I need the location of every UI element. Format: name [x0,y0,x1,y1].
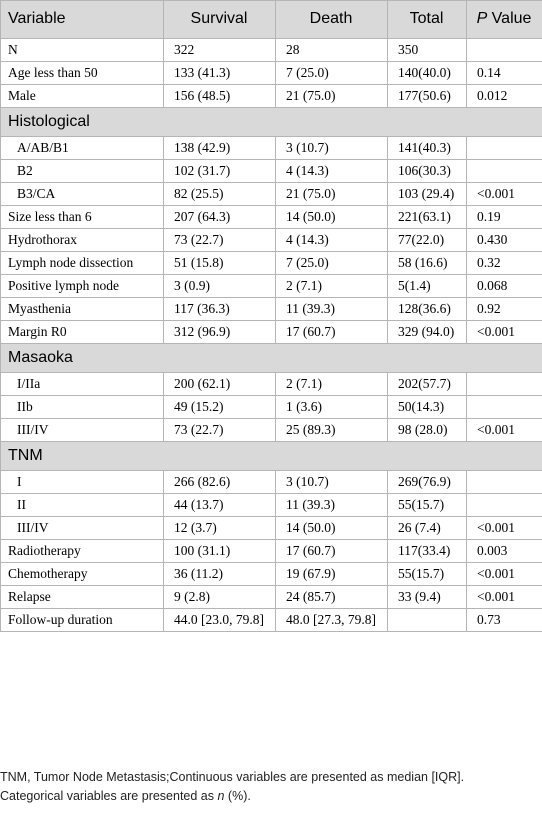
cell-variable: Positive lymph node [1,275,164,298]
section-title: Masaoka [1,344,542,373]
cell-variable: A/AB/B1 [1,137,164,160]
cell-death: 7 (25.0) [276,62,388,85]
cell-total: 50(14.3) [388,396,467,419]
table-row [1,39,542,62]
cell-death: 48.0 [27.3, 79.8] [276,609,388,632]
cell-total: 33 (9.4) [388,586,467,609]
cell-total: 98 (28.0) [388,419,467,442]
table-row [1,419,542,442]
cell-variable: III/IV [1,419,164,442]
cell-total: 140(40.0) [388,62,467,85]
cell-total [388,609,467,632]
cell-p-value [467,373,542,396]
cell-p-value: <0.001 [467,419,542,442]
cell-total: 5(1.4) [388,275,467,298]
footnote-line2-post: (%). [224,789,251,803]
section-row [1,344,542,373]
cell-p-value [467,494,542,517]
table-row [1,563,542,586]
footnote-line2-pre: Categorical variables are presented as [0,789,218,803]
cell-variable: Size less than 6 [1,206,164,229]
header-p-value [467,1,542,39]
cell-survival: 117 (36.3) [164,298,276,321]
cell-survival: 51 (15.8) [164,252,276,275]
cell-total: 55(15.7) [388,494,467,517]
cell-death: 17 (60.7) [276,321,388,344]
table-row [1,609,542,632]
cell-survival: 207 (64.3) [164,206,276,229]
cell-variable: IIb [1,396,164,419]
footnote-line1: TNM, Tumor Node Metastasis;Continuous variables are presented as median [IQR]. [0,770,465,784]
cell-total: 221(63.1) [388,206,467,229]
cell-survival: 133 (41.3) [164,62,276,85]
cell-survival: 266 (82.6) [164,471,276,494]
cell-total: 329 (94.0) [388,321,467,344]
table-row [1,252,542,275]
header-p-rest: Value [487,10,532,27]
table-row [1,229,542,252]
cell-survival: 156 (48.5) [164,85,276,108]
cell-survival: 36 (11.2) [164,563,276,586]
cell-death: 11 (39.3) [276,494,388,517]
cell-total: 141(40.3) [388,137,467,160]
table-row [1,471,542,494]
header-total: Total [388,1,467,39]
section-row [1,442,542,471]
cell-death: 7 (25.0) [276,252,388,275]
cell-survival: 44 (13.7) [164,494,276,517]
cell-p-value: <0.001 [467,563,542,586]
cell-variable: II [1,494,164,517]
cell-variable: N [1,39,164,62]
cell-survival: 200 (62.1) [164,373,276,396]
cell-p-value: <0.001 [467,321,542,344]
cell-survival: 12 (3.7) [164,517,276,540]
cell-p-value: 0.430 [467,229,542,252]
cell-variable: B2 [1,160,164,183]
header-survival: Survival [164,1,276,39]
cell-total: 202(57.7) [388,373,467,396]
cell-death: 17 (60.7) [276,540,388,563]
cell-total: 128(36.6) [388,298,467,321]
cell-p-value [467,39,542,62]
cell-total: 117(33.4) [388,540,467,563]
cell-variable: Age less than 50 [1,62,164,85]
table-row [1,517,542,540]
cell-total: 177(50.6) [388,85,467,108]
table-row [1,183,542,206]
cell-p-value: 0.19 [467,206,542,229]
cell-survival: 322 [164,39,276,62]
cell-survival: 102 (31.7) [164,160,276,183]
footnote-line2-italic: n [217,789,225,803]
cell-total: 58 (16.6) [388,252,467,275]
table-row [1,160,542,183]
cell-variable: Lymph node dissection [1,252,164,275]
cell-variable: Myasthenia [1,298,164,321]
footnote [0,768,542,806]
cell-death: 3 (10.7) [276,471,388,494]
table-row [1,85,542,108]
cell-variable: I [1,471,164,494]
cell-variable: Follow-up duration [1,609,164,632]
cell-death: 11 (39.3) [276,298,388,321]
cell-death: 4 (14.3) [276,229,388,252]
table-body [1,1,542,632]
header-variable: Variable [1,1,164,39]
cell-total: 77(22.0) [388,229,467,252]
section-row [1,108,542,137]
table-row [1,62,542,85]
cell-p-value: 0.012 [467,85,542,108]
cell-p-value [467,471,542,494]
cell-variable: III/IV [1,517,164,540]
table-row [1,373,542,396]
cell-p-value [467,160,542,183]
cell-p-value: 0.32 [467,252,542,275]
cell-total: 269(76.9) [388,471,467,494]
cell-p-value: <0.001 [467,517,542,540]
table-row [1,137,542,160]
table-row [1,206,542,229]
cell-total: 55(15.7) [388,563,467,586]
cell-survival: 73 (22.7) [164,419,276,442]
cell-total: 26 (7.4) [388,517,467,540]
cell-death: 21 (75.0) [276,85,388,108]
cell-p-value: 0.92 [467,298,542,321]
cell-survival: 100 (31.1) [164,540,276,563]
cell-death: 14 (50.0) [276,206,388,229]
cell-death: 19 (67.9) [276,563,388,586]
header-row [1,1,542,39]
cell-total: 350 [388,39,467,62]
cell-variable: Hydrothorax [1,229,164,252]
cell-p-value: 0.73 [467,609,542,632]
table-row [1,275,542,298]
cell-survival: 44.0 [23.0, 79.8] [164,609,276,632]
cell-p-value: <0.001 [467,586,542,609]
section-title: Histological [1,108,542,137]
cell-death: 28 [276,39,388,62]
cell-survival: 9 (2.8) [164,586,276,609]
cell-variable: I/IIa [1,373,164,396]
cell-death: 2 (7.1) [276,373,388,396]
cell-total: 103 (29.4) [388,183,467,206]
table-row [1,298,542,321]
cell-survival: 73 (22.7) [164,229,276,252]
cell-survival: 3 (0.9) [164,275,276,298]
cell-p-value: 0.003 [467,540,542,563]
cell-p-value: 0.068 [467,275,542,298]
cell-death: 21 (75.0) [276,183,388,206]
table-row [1,586,542,609]
cell-variable: Radiotherapy [1,540,164,563]
cell-survival: 312 (96.9) [164,321,276,344]
cell-survival: 82 (25.5) [164,183,276,206]
table-row [1,321,542,344]
cell-variable: Male [1,85,164,108]
cell-p-value [467,137,542,160]
header-death: Death [276,1,388,39]
cell-variable: B3/CA [1,183,164,206]
cell-death: 24 (85.7) [276,586,388,609]
cell-death: 3 (10.7) [276,137,388,160]
cell-variable: Relapse [1,586,164,609]
cell-p-value: 0.14 [467,62,542,85]
cell-death: 14 (50.0) [276,517,388,540]
section-title: TNM [1,442,542,471]
cell-death: 1 (3.6) [276,396,388,419]
cell-p-value [467,396,542,419]
table-row [1,494,542,517]
cell-variable: Chemotherapy [1,563,164,586]
cell-p-value: <0.001 [467,183,542,206]
cell-total: 106(30.3) [388,160,467,183]
cell-variable: Margin R0 [1,321,164,344]
table-row [1,396,542,419]
cell-death: 4 (14.3) [276,160,388,183]
cell-survival: 49 (15.2) [164,396,276,419]
cell-death: 2 (7.1) [276,275,388,298]
cell-survival: 138 (42.9) [164,137,276,160]
header-p-italic: P [476,10,488,27]
cell-death: 25 (89.3) [276,419,388,442]
table-row [1,540,542,563]
